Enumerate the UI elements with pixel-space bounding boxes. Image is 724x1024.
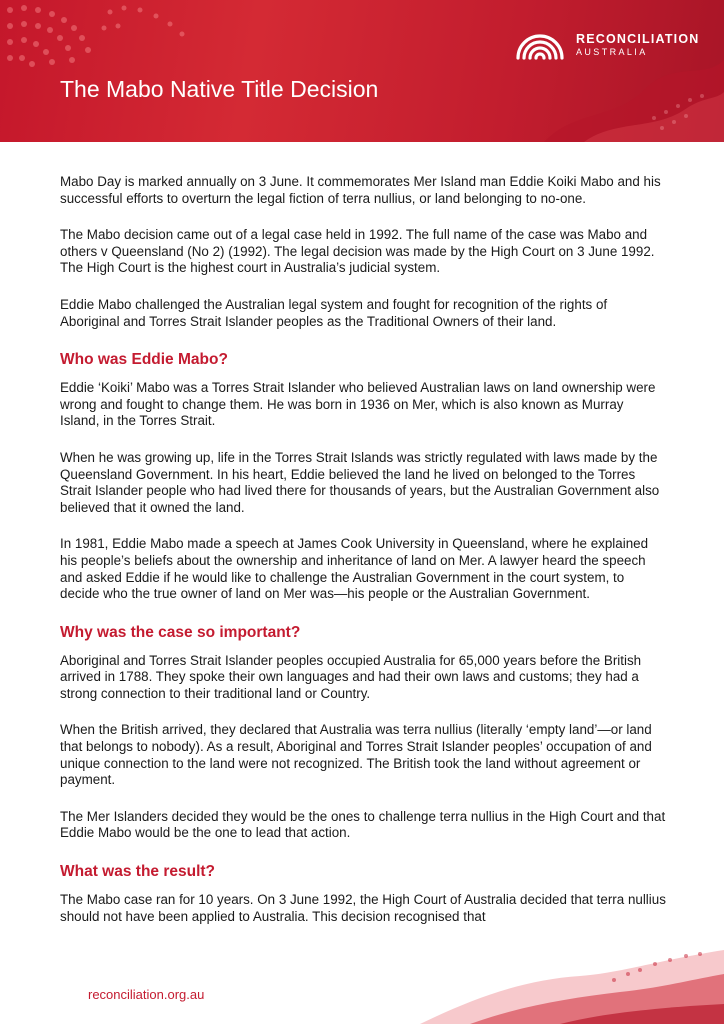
reconciliation-australia-logo[interactable] <box>514 28 704 62</box>
section-heading-result: What was the result? <box>60 863 216 881</box>
page-title: The Mabo Native Title Decision <box>60 76 379 102</box>
why-paragraph-3: The Mer Islanders decided they would be the ones to challenge terra nullius in the High Court and that Eddie Mabo would be the one to lead that action. <box>60 808 666 841</box>
intro-paragraph-3: Eddie Mabo challenged the Australian legal system and fought for recognition of the rights of Aboriginal and Torres Strait Islander peoples as the Traditional Owners of their land. <box>60 296 608 329</box>
who-paragraph-1: Eddie ‘Koiki’ Mabo was a Torres Strait Islander who believed Australian laws on land ownership were wrong and fought to change them. He was born in 1936 on Mer, which is also known as Murray Island, in the Torres Strait. <box>60 380 656 429</box>
intro-paragraph-1: Mabo Day is marked annually on 3 June. It commemorates Mer Island man Eddie Koiki Mabo and his successful efforts to overturn the legal fiction of terra nullius, or land belonging to no-one. <box>60 174 661 206</box>
why-paragraph-1: Aboriginal and Torres Strait Islander peoples occupied Australia for 65,000 years before the British arrived in 1788. They spoke their own languages and had their own laws and customs; they had a strong connection to their traditional land or Country. <box>60 652 642 701</box>
result-paragraph-1: The Mabo case ran for 10 years. On 3 June 1992, the High Court of Australia decided that terra nullius should not have been applied to Australia. This decision recognised that <box>60 892 666 924</box>
page-footer <box>0 940 724 1024</box>
dot-pattern-decoration <box>0 0 260 142</box>
who-paragraph-3: In 1981, Eddie Mabo made a speech at James Cook University in Queensland, where he explained his people’s beliefs about the ownership and inheritance of land on Mer. A lawyer heard the speech and asked Eddie if he would like to challenge the Australian Government in the court system, to decide who the true owner of land on Mer was—his people or the Australian Government. <box>60 536 649 602</box>
footer-website-link[interactable]: reconciliation.org.au <box>88 987 205 1002</box>
document-body <box>60 174 666 945</box>
who-paragraph-2: When he was growing up, life in the Torres Strait Islands was strictly regulated with laws made by the Queensland Government. In his heart, Eddie believed the land he lived on belonged to the Torres Strait Islander people who had lived there for thousands of years, but the Australian Government also believed that it owned the land. <box>60 449 660 515</box>
section-heading-why: Why was the case so important? <box>60 623 301 641</box>
why-paragraph-2: When the British arrived, they declared that Australia was terra nullius (literally ‘empty land’—or land that belongs to nobody). As a result, Aboriginal and Torres Strait Islander peoples’ occupation of and unique connection to the land were not recognized. The British took the land without agreement or payment. <box>60 722 652 788</box>
intro-paragraph-2: The Mabo decision came out of a legal case held in 1992. The full name of the case was Mabo and others v Queensland (No 2) (1992). The legal decision was made by the High Court on 3 June 1992. The High Court is the highest court in Australia’s judicial system. <box>60 227 655 276</box>
page-header <box>0 0 724 142</box>
header-art-decoration <box>424 0 724 142</box>
logo-name: RECONCILIATION <box>576 32 700 46</box>
section-heading-who: Who was Eddie Mabo? <box>60 351 228 369</box>
logo-subtitle: AUSTRALIA <box>576 47 648 57</box>
footer-art-decoration <box>0 940 724 1024</box>
logo-arcs-icon <box>514 28 572 62</box>
